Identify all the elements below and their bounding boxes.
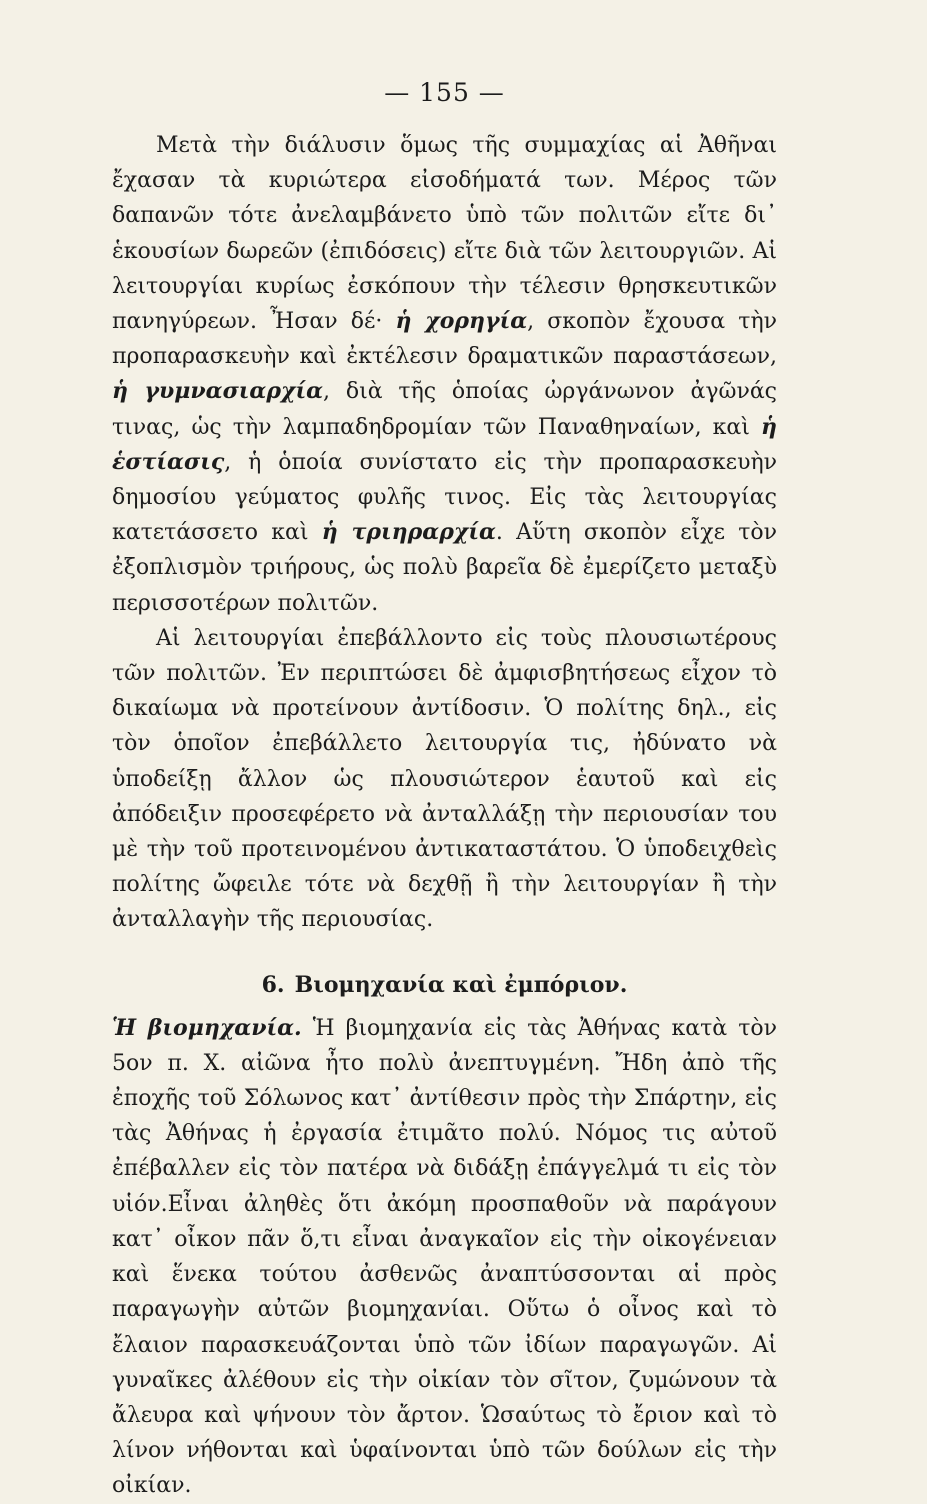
term-choregia: ἡ χορηγία — [395, 308, 528, 335]
section-title: Βιομηχανία καὶ ἐμπόριον. — [294, 971, 628, 998]
paragraph-industry — [112, 1011, 777, 1504]
page-number: — 155 — — [384, 78, 505, 107]
paragraph-liturgies — [112, 128, 777, 621]
paragraph-text: Μετὰ τὴν διάλυσιν ὅμως τῆς συμμαχίας αἱ Ἀθῆναι ἔχασαν τὰ κυριώτερα εἰσοδήματά των. Μέρος τῶν δαπανῶν τότε ἀνελαμβάνετο ὑπὸ τῶν πολιτῶν εἴτε δι᾽ ἑκουσίων δωρεῶν (ἐπιδόσεις) εἴτε διὰ τῶν λειτουργιῶν. Αἱ λειτουργίαι κυρίως ἐσκόπουν τὴν τέλεσιν θρησκευτικῶν πανηγύρεων. Ἦσαν δέ· — [112, 133, 777, 335]
paragraph-text: Ἡ βιομηχανία εἰς τὰς Ἀθήνας κατὰ τὸν 5ον π. Χ. αἰῶνα ἦτο πολὺ ἀνεπτυγμένη. Ἤδη ἀπὸ τῆς ἐποχῆς τοῦ Σόλωνος κατ᾽ ἀντίθεσιν πρὸς τὴν Σπάρτην, εἰς τὰς Ἀθήνας ἡ ἐργασία ἐτιμᾶτο πολύ. Νόμος τις αὐτοῦ ἐπέβαλλεν εἰς τὸν πατέρα νὰ διδάξῃ ἐπάγγελμά τι εἰς τὸν υἱόν.Εἶναι ἀληθὲς ὅτι ἀκόμη προσπαθοῦν νὰ παράγουν κατ᾽ οἶκον πᾶν ὅ,τι εἶναι ἀναγκαῖον εἰς τὴν οἰκογένειαν καὶ ἕνεκα τούτου ἀσθενῶς ἀναπτύσσονται αἱ πρὸς παραγωγὴν αὐτῶν βιομηχανίαι. Οὕτω ὁ οἶνος καὶ τὸ ἔλαιον παρασκευάζονται ὑπὸ τῶν ἰδίων παραγωγῶν. Αἱ γυναῖκες ἀλέθουν εἰς τὴν οἰκίαν τὸν σῖτον, ζυμώνουν τὰ ἄλευρα καὶ ψήνουν τὸν ἄρτον. Ὡσαύτως τὸ ἔριον καὶ τὸ λίνον νήθονται καὶ ὑφαίνονται ὑπὸ τῶν δούλων εἰς τὴν οἰκίαν. — [112, 1015, 777, 1499]
section-heading — [112, 968, 777, 1003]
paragraph-text: , διὰ τῆς ὁποίας ὠργάνωνον ἀγῶνάς τινας, ὡς τὴν λαμπαδηδρομίαν τῶν Παναθηναίων, καὶ — [112, 379, 777, 440]
paragraph-antidosis: Αἱ λειτουργίαι ἐπεβάλλοντο εἰς τοὺς πλουσιωτέρους τῶν πολιτῶν. Ἐν περιπτώσει δὲ ἀμφισβητήσεως εἶχον τὸ δικαίωμα νὰ προτείνουν ἀντίδοσιν. Ὁ πολίτης δηλ., εἰς τὸν ὁποῖον ἐπεβάλλετο λειτουργία τις, ἠδύνατο νὰ ὑποδείξῃ ἄλλον ὡς πλουσιώτερον ἑαυτοῦ καὶ εἰς ἀπόδειξιν προσεφέρετο νὰ ἀνταλλάξῃ τὴν περιουσίαν του μὲ τὴν τοῦ προτεινομένου ἀντικαταστάτου. Ὁ ὑποδειχθεὶς πολίτης ὤφειλε τότε νὰ δεχθῇ ἢ τὴν λειτουργίαν ἢ τὴν ἀνταλλαγὴν τῆς περιουσίας. — [112, 625, 777, 933]
term-trierarchia: ἡ τριηραρχία — [321, 519, 496, 546]
paragraph-lead-term: Ἡ βιομηχανία. — [112, 1014, 302, 1041]
section-number: 6. — [261, 971, 285, 998]
term-hestiasis: ἡ ἑστίασις — [112, 413, 777, 475]
paragraph-text: , ἡ ὁποία συνίστατο εἰς τὴν προπαρασκευὴν δημοσίου γεύματος φυλῆς τινος. Εἰς τὰς λειτουργίας κατετάσσετο καὶ — [112, 449, 777, 546]
paragraph-text: , σκοπὸν ἔχουσα τὴν προπαρασκευὴν καὶ ἐκτέλεσιν δραματικῶν παραστάσεων, — [112, 309, 778, 370]
paragraph-text: . Αὕτη σκοπὸν εἶχε τὸν ἐξοπλισμὸν τριήρους, ὡς πολὺ βαρεῖα δὲ ἐμερίζετο μεταξὺ περισσοτέρων πολιτῶν. — [112, 520, 777, 616]
term-gymnasiarchia: ἡ γυμνασιαρχία — [112, 378, 324, 405]
